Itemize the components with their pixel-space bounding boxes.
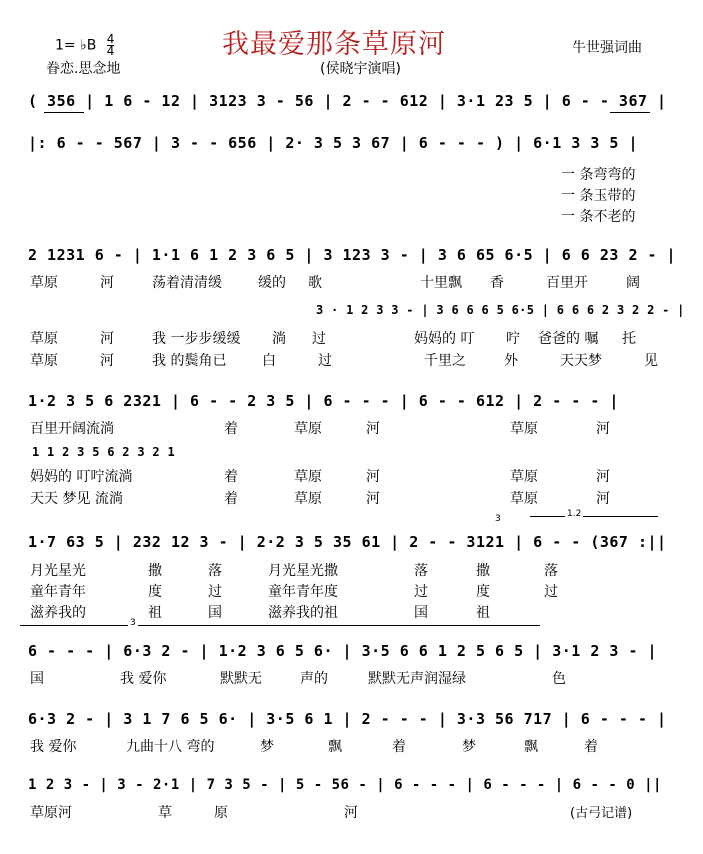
credits: 牛世强词曲	[572, 40, 642, 56]
lyric-syllable: 河	[596, 491, 610, 507]
lyric-syllable: 外	[504, 353, 518, 369]
lyric-row-3-verse-2	[30, 328, 636, 348]
lyric-syllable: 过	[544, 584, 558, 600]
alt-notation-row-4: 1 1 2 3 5 6 2 3 2 1	[32, 445, 175, 459]
lyric-syllable: 千里之	[424, 353, 466, 369]
lyric-syllable: 色	[552, 671, 566, 687]
tuplet-label: 3	[495, 514, 501, 524]
time-top: 4	[106, 32, 115, 46]
lyric-syllable: 香	[490, 275, 504, 291]
lyric-syllable: 河	[366, 469, 380, 485]
lyric-syllable: 草原	[294, 469, 322, 485]
lyric-row-3-verse-1	[30, 272, 640, 292]
lyric-syllable: 撒	[148, 563, 162, 579]
lyric-syllable: 月光星光撒	[268, 563, 338, 579]
lyric-syllable: 过	[318, 353, 332, 369]
lyric-syllable: 草原	[510, 469, 538, 485]
notation-row-5: 1·7 63 5 | 232 12 3 - | 2·2 3 5 35 61 | 2 - - 3121 | 6 - - (367 :||	[28, 533, 667, 551]
lyric-syllable: 阔	[626, 275, 640, 291]
volta-label-3: 3	[130, 618, 136, 628]
lyric-syllable: 我 爱你	[30, 739, 77, 755]
lyric-syllable: 天天 梦见 流淌	[30, 491, 123, 507]
lyric-syllable: 草原	[510, 421, 538, 437]
lyric-syllable: 童年青年度	[268, 584, 338, 600]
lyric-syllable: 国	[30, 671, 44, 687]
lyric-syllable: 祖	[148, 605, 162, 621]
notation-row-4: 1·2 3 5 6 2321 | 6 - - 2 3 5 | 6 - - - | 6 - - 612 | 2 - - - |	[28, 392, 619, 410]
lyric-syllable: 河	[366, 491, 380, 507]
lyric-syllable: 声的	[300, 671, 328, 687]
lyric-syllable: 月光星光	[30, 563, 86, 579]
lyric-syllable: 河	[344, 805, 358, 821]
volta-bracket	[530, 516, 658, 517]
lyric-syllable: 河	[100, 275, 114, 291]
lyric-row-5-verse-3	[30, 602, 490, 622]
singer: (侯晓宇演唱)	[320, 61, 401, 77]
lyric-syllable: 国	[208, 605, 222, 621]
lyric-syllable: 咛	[506, 331, 520, 347]
lyric-syllable: 妈妈的 叮咛流淌	[30, 469, 133, 485]
lyric-syllable: 我 一步步缓缓	[152, 331, 241, 347]
lyric-syllable: 梦	[260, 739, 274, 755]
notation-row-8: 1 2 3 - | 3 - 2·1 | 7 3 5 - | 5 - 56 - | 6 - - - | 6 - - - | 6 - - 0 ||	[28, 777, 662, 793]
lyric-syllable: 度	[476, 584, 490, 600]
lyric-syllable: 草原	[294, 421, 322, 437]
lyric-row-4-verse-2	[30, 466, 610, 486]
lyric-syllable: 草原	[510, 491, 538, 507]
lyric-syllable: 白	[262, 353, 276, 369]
lyric-syllable: 河	[100, 331, 114, 347]
lyric-syllable: 托	[622, 331, 636, 347]
lyric-syllable: 十里飘	[420, 275, 462, 291]
intro-lyric-3: 一 条不老的	[561, 209, 636, 225]
notation-row-7: 6·3 2 - | 3 1 7 6 5 6· | 3·5 6 1 | 2 - - - | 3·3 56 717 | 6 - - - |	[28, 710, 667, 728]
lyric-syllable: 着	[224, 469, 238, 485]
lyric-syllable: 过	[414, 584, 428, 600]
lyric-row-4-verse-1	[30, 418, 610, 438]
key-signature	[55, 34, 114, 57]
alt-notation-row-3: 3 · 1 2 3 3 - | 3 6 6 6 5 6·5 | 6 6 6 2 3 2 2 - |	[316, 303, 685, 317]
lyric-syllable: 童年青年	[30, 584, 86, 600]
lyric-syllable: 草原	[30, 275, 58, 291]
lyric-syllable: 妈妈的 叮	[414, 331, 475, 347]
song-title: 我最爱那条草原河	[222, 29, 446, 60]
lyric-syllable: 见	[644, 353, 658, 369]
lyric-syllable: 草原	[30, 353, 58, 369]
lyric-syllable: 草原	[294, 491, 322, 507]
lyric-syllable: 撒	[476, 563, 490, 579]
lyric-row-7	[30, 736, 598, 756]
lyric-syllable: 天天梦	[560, 353, 602, 369]
lyric-syllable: 草原	[30, 331, 58, 347]
time-bottom: 4	[106, 44, 115, 58]
lyric-syllable: 着	[224, 421, 238, 437]
notation-row-2: |: 6 - - 567 | 3 - - 656 | 2· 3 5 3 67 | 6 - - - ) | 6·1 3 3 5 |	[28, 134, 638, 152]
lyric-row-5-verse-2	[30, 581, 558, 601]
lyric-syllable: 度	[148, 584, 162, 600]
notation-row-3: 2 1231 6 - | 1·1 6 1 2 3 6 5 | 3 123 3 - | 3 6 65 6·5 | 6 6 23 2 - |	[28, 246, 677, 264]
notation-row-1: ( 356 | 1 6 - 12 | 3123 3 - 56 | 2 - - 612 | 3·1 23 5 | 6 - - 367 |	[28, 92, 667, 110]
lyric-syllable: 河	[100, 353, 114, 369]
notation-row-6: 6 - - - | 6·3 2 - | 1·2 3 6 5 6· | 3·5 6 6 1 2 5 6 5 | 3·1 2 3 - |	[28, 642, 658, 660]
lyric-syllable: 着	[224, 491, 238, 507]
lyric-syllable: 过	[208, 584, 222, 600]
lyric-syllable: 飘	[524, 739, 538, 755]
volta-label: 1.2	[567, 509, 582, 519]
lyric-syllable: 缓的	[258, 275, 286, 291]
lyric-syllable: 荡着清清缓	[152, 275, 222, 291]
lyric-syllable: 国	[414, 605, 428, 621]
lyric-syllable: 百里开阔流淌	[30, 421, 114, 437]
lyric-syllable: 百里开	[546, 275, 588, 291]
lyric-syllable: 滋养我的	[30, 605, 86, 621]
lyric-syllable: 落	[208, 563, 222, 579]
lyric-syllable: 我 爱你	[120, 671, 167, 687]
lyric-syllable: 歌	[308, 275, 322, 291]
transcriber-credit: (古弓记谱)	[570, 806, 633, 821]
lyric-syllable: 我 的鬓角已	[152, 353, 227, 369]
lyric-row-3-verse-3	[30, 350, 658, 370]
lyric-syllable: 飘	[328, 739, 342, 755]
underline	[44, 112, 84, 113]
lyric-syllable: 爸爸的 嘱	[538, 331, 599, 347]
time-signature	[107, 34, 115, 57]
lyric-syllable: 梦	[462, 739, 476, 755]
intro-lyric-1: 一 条弯弯的	[561, 167, 636, 183]
lyric-syllable: 过	[312, 331, 326, 347]
lyric-syllable: 默默无	[220, 671, 262, 687]
lyric-syllable: 九曲十八 弯的	[126, 739, 215, 755]
intro-lyric-2: 一 条玉带的	[561, 188, 636, 204]
lyric-row-8	[30, 802, 358, 822]
underline	[610, 112, 650, 113]
lyric-syllable: 着	[584, 739, 598, 755]
lyric-syllable: 滋养我的祖	[268, 605, 338, 621]
lyric-row-4-verse-3	[30, 488, 610, 508]
tempo-mood: 眷恋.思念地	[46, 61, 121, 77]
lyric-syllable: 原	[214, 805, 228, 821]
lyric-row-6	[30, 668, 566, 688]
lyric-syllable: 草原河	[30, 805, 72, 821]
volta-bracket-3	[20, 625, 540, 626]
lyric-syllable: 着	[392, 739, 406, 755]
lyric-syllable: 默默无声润湿绿	[368, 671, 466, 687]
lyric-syllable: 祖	[476, 605, 490, 621]
lyric-syllable: 淌	[272, 331, 286, 347]
key-text: 1= ♭B	[55, 37, 97, 54]
lyric-syllable: 河	[366, 421, 380, 437]
lyric-row-5-verse-1	[30, 560, 558, 580]
lyric-syllable: 草	[158, 805, 172, 821]
lyric-syllable: 河	[596, 421, 610, 437]
lyric-syllable: 河	[596, 469, 610, 485]
lyric-syllable: 落	[414, 563, 428, 579]
lyric-syllable: 落	[544, 563, 558, 579]
